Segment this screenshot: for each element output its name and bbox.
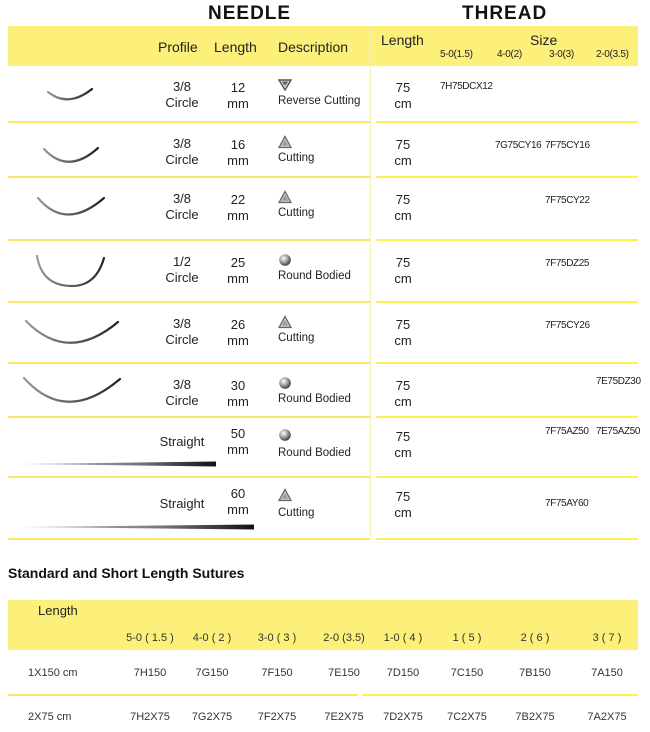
thread-length-unit: cm <box>394 505 412 520</box>
suture-code: 7D2X75 <box>383 711 423 723</box>
needle-length-value: 50 <box>230 426 246 441</box>
suture-length: 2X75 cm <box>28 711 72 723</box>
profile-line-2: Circle <box>165 332 199 347</box>
thread-length-value: 75 <box>395 255 411 270</box>
thread-length-unit: cm <box>394 96 412 111</box>
size-header: 3 ( 7 ) <box>592 632 622 644</box>
thread-length-value: 75 <box>395 489 411 504</box>
thread-length-unit: cm <box>394 394 412 409</box>
size-header: 3-0 ( 3 ) <box>257 632 297 644</box>
triangle-down-icon <box>278 78 292 92</box>
needle-length-value: 30 <box>230 378 246 393</box>
section2-length-label: Length <box>38 603 78 618</box>
thread-length-value: 75 <box>395 80 411 95</box>
thread-title: THREAD <box>462 3 548 24</box>
size-header: 1 ( 5 ) <box>452 632 482 644</box>
description-text: Cutting <box>278 152 315 164</box>
sphere-icon <box>278 376 292 390</box>
description-text: Reverse Cutting <box>278 95 361 107</box>
size-header: 2 ( 6 ) <box>520 632 550 644</box>
profile-line-1: 3/8 <box>172 191 192 206</box>
col-profile: Profile <box>158 39 198 55</box>
needle-length-value: 16 <box>230 137 246 152</box>
size-header: 2-0 (3.5) <box>323 632 365 644</box>
suture-code: 7H150 <box>133 667 167 679</box>
profile-line-2: Circle <box>165 393 199 408</box>
suture-code: 7G150 <box>195 667 229 679</box>
needle-length-value: 22 <box>230 192 246 207</box>
description-text: Round Bodied <box>278 447 351 459</box>
profile-line-2: Circle <box>165 95 199 110</box>
profile-line-1: Straight <box>159 434 205 449</box>
description-text: Cutting <box>278 507 315 519</box>
product-code: 7F75AZ50 <box>545 426 589 437</box>
description-text: Round Bodied <box>278 270 351 282</box>
product-code: 7F75CY16 <box>545 140 590 151</box>
triangle-up-icon <box>278 135 292 149</box>
size-header: 1-0 ( 4 ) <box>383 632 423 644</box>
suture-code: 7E2X75 <box>324 711 364 723</box>
thread-length-value: 75 <box>395 192 411 207</box>
thread-length-value: 75 <box>395 429 411 444</box>
table-row <box>0 178 650 241</box>
suture-code: 7C150 <box>450 667 484 679</box>
profile-line-2: Circle <box>165 152 199 167</box>
profile-line-1: 3/8 <box>172 136 192 151</box>
needle-image <box>42 145 100 167</box>
profile-line-1: 3/8 <box>172 79 192 94</box>
product-code: 7G75CY16 <box>495 140 542 151</box>
size-col-3: 2-0(3.5) <box>596 49 629 60</box>
product-code: 7H75DCX12 <box>440 81 493 92</box>
col-size: Size <box>530 32 558 48</box>
table-row <box>0 303 650 364</box>
sphere-icon <box>278 428 292 442</box>
size-col-1: 4-0(2) <box>497 49 522 60</box>
table-row <box>0 478 650 540</box>
col-description: Description <box>278 39 349 55</box>
thread-length-value: 75 <box>395 378 411 393</box>
needle-length-unit: mm <box>227 333 249 348</box>
profile-line-1: Straight <box>159 496 205 511</box>
suture-code: 7G2X75 <box>191 711 233 723</box>
needle-length-value: 26 <box>230 317 246 332</box>
suture-code: 7B150 <box>519 667 551 679</box>
needle-length-unit: mm <box>227 96 249 111</box>
product-code: 7E75AZ50 <box>596 426 641 437</box>
needle-length-unit: mm <box>227 394 249 409</box>
suture-code: 7H2X75 <box>130 711 170 723</box>
profile-line-1: 3/8 <box>172 377 192 392</box>
needle-length-value: 12 <box>230 80 246 95</box>
profile-line-2: Circle <box>165 207 199 222</box>
needle-image <box>24 318 120 348</box>
col-length: Length <box>214 39 257 55</box>
needle-length-value: 60 <box>230 486 246 501</box>
thread-length-unit: cm <box>394 208 412 223</box>
needle-image <box>20 455 216 463</box>
triangle-up-icon <box>278 315 292 329</box>
size-header: 5-0 ( 1.5 ) <box>126 632 174 644</box>
description-text: Round Bodied <box>278 393 351 405</box>
suture-code: 7C2X75 <box>447 711 487 723</box>
table-row <box>0 66 650 123</box>
suture-code: 7E150 <box>328 667 360 679</box>
table-row <box>0 241 650 303</box>
suture-code: 7D150 <box>386 667 420 679</box>
thread-length-unit: cm <box>394 153 412 168</box>
suture-code: 7F2X75 <box>257 711 297 723</box>
size-header: 4-0 ( 2 ) <box>192 632 232 644</box>
needle-length-unit: mm <box>227 271 249 286</box>
product-code: 7E75DZ30 <box>596 376 641 387</box>
triangle-up-icon <box>278 488 292 502</box>
product-code: 7F75DZ25 <box>545 258 590 269</box>
row-separator <box>8 538 638 540</box>
section2-row-separator-right <box>362 694 638 696</box>
section2-title: Standard and Short Length Sutures <box>8 565 245 581</box>
profile-line-1: 1/2 <box>172 254 192 269</box>
profile-line-1: 3/8 <box>172 316 192 331</box>
table-row <box>0 123 650 178</box>
needle-length-unit: mm <box>227 208 249 223</box>
suture-code: 7B2X75 <box>515 711 555 723</box>
col-thread-length: Length <box>381 32 424 48</box>
needle-image <box>34 254 106 288</box>
separator-left <box>8 538 370 540</box>
needle-length-value: 25 <box>230 255 246 270</box>
needle-length-unit: mm <box>227 442 249 457</box>
table-row <box>0 364 650 418</box>
suture-code: 7F150 <box>261 667 293 679</box>
thread-length-value: 75 <box>395 137 411 152</box>
needle-image <box>36 195 106 221</box>
suture-code: 7A150 <box>591 667 623 679</box>
description-text: Cutting <box>278 207 315 219</box>
needle-length-unit: mm <box>227 502 249 517</box>
needle-title: NEEDLE <box>208 3 292 24</box>
thread-length-unit: cm <box>394 445 412 460</box>
size-col-2: 3-0(3) <box>549 49 574 60</box>
suture-length: 1X150 cm <box>28 667 78 679</box>
needle-image <box>20 518 254 526</box>
product-code: 7F75AY60 <box>545 498 589 509</box>
profile-line-2: Circle <box>165 270 199 285</box>
size-col-0: 5-0(1.5) <box>440 49 473 60</box>
needle-image <box>22 375 122 409</box>
product-code: 7F75CY22 <box>545 195 590 206</box>
table-row <box>0 418 650 478</box>
thread-length-value: 75 <box>395 317 411 332</box>
thread-length-unit: cm <box>394 271 412 286</box>
separator-right <box>376 538 638 540</box>
needle-length-unit: mm <box>227 153 249 168</box>
description-text: Cutting <box>278 332 315 344</box>
sphere-icon <box>278 253 292 267</box>
suture-code: 7A2X75 <box>587 711 627 723</box>
product-code: 7F75CY26 <box>545 320 590 331</box>
needle-image <box>46 86 94 104</box>
section2-row-separator <box>8 694 358 696</box>
thread-length-unit: cm <box>394 333 412 348</box>
triangle-up-icon <box>278 190 292 204</box>
